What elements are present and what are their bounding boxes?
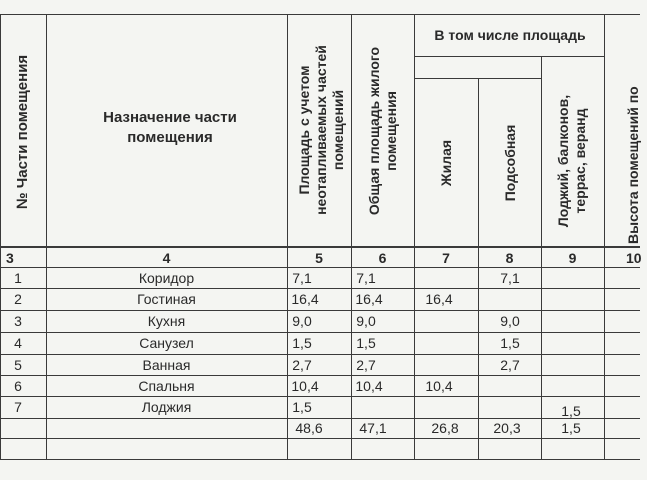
- living-value: [414, 354, 464, 375]
- column-number: 9: [568, 249, 577, 266]
- column-number: 6: [378, 249, 387, 266]
- total-value: 7,1: [356, 269, 376, 286]
- total-loggia: 1,5: [561, 420, 581, 436]
- header-purpose: Назначение части помещения: [103, 109, 237, 146]
- column-number: 5: [315, 249, 323, 266]
- room-name: Кухня: [147, 313, 186, 329]
- row-number: 5: [14, 356, 22, 373]
- room-name: Ванная: [142, 356, 191, 373]
- living-value: [414, 332, 464, 354]
- column-number: 3: [6, 249, 14, 266]
- aux-value: [490, 375, 530, 396]
- aux-value: [490, 288, 530, 310]
- total-total: 47,1: [359, 420, 387, 436]
- aux-value: 2,7: [500, 356, 520, 373]
- header-total-living: Общая площадь жилого помещения: [366, 46, 399, 216]
- living-value: [414, 310, 464, 332]
- area-value: 10,4: [291, 377, 319, 394]
- loggia-value: [550, 375, 590, 396]
- header-including-area: В том числе площадь: [434, 26, 586, 43]
- aux-value: [490, 396, 530, 418]
- loggia-value: 1,5: [561, 403, 581, 419]
- row-number: 6: [14, 377, 22, 394]
- room-name: Санузел: [139, 335, 194, 351]
- area-value: 16,4: [291, 291, 319, 307]
- total-value: 16,4: [355, 291, 383, 307]
- loggia-value: [550, 267, 590, 288]
- total-area: 48,6: [295, 420, 323, 436]
- aux-value: 1,5: [500, 335, 520, 351]
- header-auxiliary: Подсобная: [501, 124, 518, 202]
- total-living: 26,8: [431, 420, 459, 436]
- total-value: 2,7: [356, 356, 376, 373]
- room-name: Лоджия: [141, 399, 192, 415]
- total-value: [351, 396, 381, 418]
- column-number: 4: [162, 249, 171, 266]
- header-height: Высота помещений по: [624, 86, 641, 244]
- column-number: 7: [442, 249, 450, 266]
- header-part-number: № Части помещения: [13, 54, 31, 210]
- column-number: 8: [505, 249, 514, 266]
- total-value: 9,0: [356, 313, 376, 329]
- living-value: [414, 396, 464, 418]
- aux-value: 7,1: [500, 269, 520, 286]
- total-value: 1,5: [356, 335, 376, 351]
- room-name: Спальня: [138, 377, 195, 394]
- grid-line: [478, 78, 479, 460]
- aux-value: 9,0: [500, 313, 520, 329]
- grid-line: [604, 14, 605, 460]
- room-name: Коридор: [138, 269, 195, 286]
- row-number: 7: [14, 399, 22, 415]
- row-number: 4: [14, 335, 22, 351]
- header-area-unheated: Площадь с учетом неотапливаемых частей помещений: [295, 45, 346, 215]
- grid-line: [0, 14, 1, 460]
- living-value: 16,4: [425, 291, 453, 307]
- header-living: Жилая: [437, 139, 454, 187]
- area-value: 7,1: [292, 269, 312, 286]
- area-value: 1,5: [292, 399, 312, 415]
- row-number: 3: [14, 313, 22, 329]
- area-value: 2,7: [292, 356, 312, 373]
- living-value: [414, 267, 450, 288]
- loggia-value: [550, 354, 590, 375]
- area-value: 1,5: [292, 335, 312, 351]
- row-number: 1: [14, 269, 22, 286]
- total-value: 10,4: [355, 377, 383, 394]
- loggia-value: [550, 310, 590, 332]
- living-value: 10,4: [425, 377, 453, 394]
- grid-line: [0, 438, 640, 439]
- column-number: 10: [626, 249, 642, 266]
- header-loggia: Лоджий, балконов, террас, веранд: [555, 94, 588, 228]
- area-value: 9,0: [292, 313, 312, 329]
- loggia-value: [550, 288, 590, 310]
- total-aux: 20,3: [493, 420, 521, 436]
- grid-line: [0, 459, 640, 460]
- grid-line: [414, 56, 604, 57]
- loggia-value: [550, 332, 590, 354]
- room-name: Гостиная: [137, 291, 196, 307]
- row-number: 2: [14, 291, 22, 307]
